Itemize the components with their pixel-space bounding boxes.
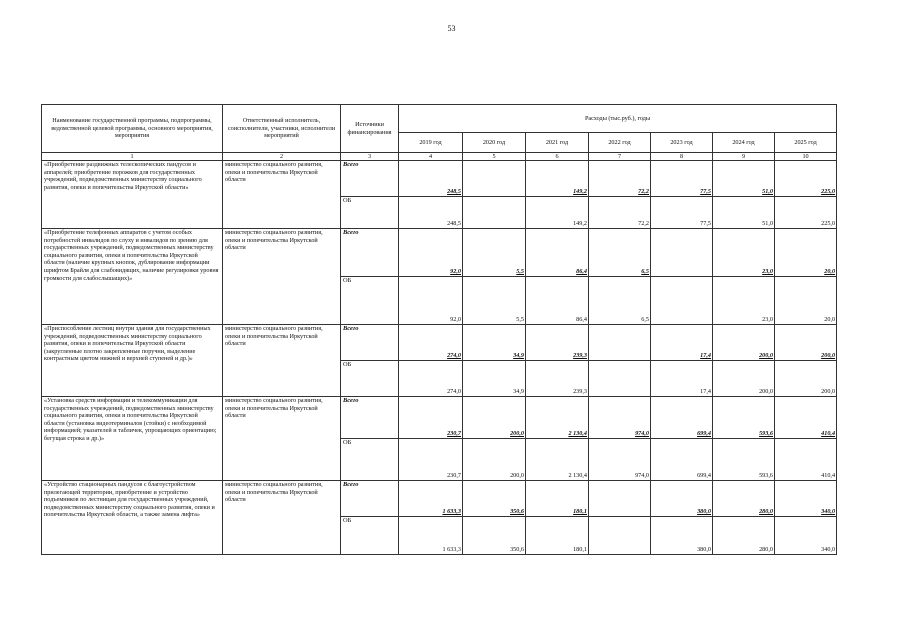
total-value: 77,5 <box>651 161 713 197</box>
column-number: 1 <box>42 153 223 161</box>
ob-value: 77,5 <box>651 197 713 229</box>
source-total: Всего <box>341 161 399 197</box>
total-value: 51,0 <box>713 161 775 197</box>
ob-value: 180,1 <box>526 517 589 555</box>
ob-value: 6,5 <box>589 277 651 325</box>
total-value: 1 633,3 <box>399 481 463 517</box>
column-number: 4 <box>399 153 463 161</box>
total-value: 410,4 <box>775 397 837 439</box>
ob-value: 2 130,4 <box>526 439 589 481</box>
header-year: 2023 год <box>651 133 713 153</box>
total-value: 340,0 <box>775 481 837 517</box>
total-value: 23,0 <box>713 229 775 277</box>
total-value: 593,6 <box>713 397 775 439</box>
total-value: 200,0 <box>775 325 837 361</box>
ob-value: 274,0 <box>399 361 463 397</box>
header-year: 2020 год <box>463 133 526 153</box>
total-value: 6,5 <box>589 229 651 277</box>
ob-value: 23,0 <box>713 277 775 325</box>
ob-value: 72,2 <box>589 197 651 229</box>
table-row <box>42 481 837 517</box>
total-value: 239,3 <box>526 325 589 361</box>
header-year: 2022 год <box>589 133 651 153</box>
executor-name: министерство социального развития, опеки и попечительства Иркутской области <box>223 325 341 397</box>
total-value: 274,0 <box>399 325 463 361</box>
header-year: 2019 год <box>399 133 463 153</box>
total-value: 180,1 <box>526 481 589 517</box>
header-year: 2021 год <box>526 133 589 153</box>
total-value <box>589 325 651 361</box>
total-value: 34,9 <box>463 325 526 361</box>
total-value: 92,0 <box>399 229 463 277</box>
ob-value: 410,4 <box>775 439 837 481</box>
ob-value <box>589 517 651 555</box>
ob-value: 340,0 <box>775 517 837 555</box>
column-number: 8 <box>651 153 713 161</box>
header-program: Наименование государственной программы, подпрограммы, ведомственной целевой программы, основного мероприятия, мероприятия <box>42 105 223 153</box>
total-value: 230,7 <box>399 397 463 439</box>
column-number: 9 <box>713 153 775 161</box>
source-ob: ОБ <box>341 517 399 555</box>
ob-value: 5,5 <box>463 277 526 325</box>
ob-value: 593,6 <box>713 439 775 481</box>
total-value <box>589 481 651 517</box>
column-number: 6 <box>526 153 589 161</box>
source-ob: ОБ <box>341 361 399 397</box>
column-number: 10 <box>775 153 837 161</box>
page-number: 53 <box>447 24 456 33</box>
activity-name: «Приобретение телефонных аппаратов с учетом особых потребностей инвалидов по слуху и инвалидов по зрению для государственных учреждений, подведомственных министерству социального развития, опеки и попечительства Иркутской области (наличие крупных кнопок, дублирование информации шрифтом Брайля для слабовидящих, наличие регулировки уровня громкости для слабослышащих)» <box>42 229 223 325</box>
activity-name: «Устройство стационарных пандусов с благоустройством прилегающей территории, приобретение и устройство подъемников по лестницам для государственных учреждений, подведомственных министерству социального развития, опеки и попечительства Иркутской области, а также замена лифта» <box>42 481 223 555</box>
ob-value: 1 633,3 <box>399 517 463 555</box>
header-year: 2025 год <box>775 133 837 153</box>
total-value: 17,4 <box>651 325 713 361</box>
ob-value: 225,0 <box>775 197 837 229</box>
total-value: 200,0 <box>463 397 526 439</box>
total-value: 380,0 <box>651 481 713 517</box>
total-value: 86,4 <box>526 229 589 277</box>
source-total: Всего <box>341 397 399 439</box>
total-value: 248,5 <box>399 161 463 197</box>
ob-value: 17,4 <box>651 361 713 397</box>
ob-value: 86,4 <box>526 277 589 325</box>
ob-value: 230,7 <box>399 439 463 481</box>
ob-value: 699,4 <box>651 439 713 481</box>
source-ob: ОБ <box>341 197 399 229</box>
ob-value: 239,3 <box>526 361 589 397</box>
total-value <box>651 229 713 277</box>
source-total: Всего <box>341 481 399 517</box>
ob-value <box>463 197 526 229</box>
ob-value: 350,6 <box>463 517 526 555</box>
budget-table <box>41 104 837 555</box>
total-value: 20,0 <box>775 229 837 277</box>
activity-name: «Установка средств информации и телекоммуникации для государственных учреждений, подведомственных министерству социального развития, опеки и попечительства Иркутской области (установка видеотерминалов (стойки) с необходимой информацией; указателей и табличек, упрощающих ориентацию; бегущая строка и др.)» <box>42 397 223 481</box>
ob-value <box>589 361 651 397</box>
table-row <box>42 325 837 361</box>
total-value: 5,5 <box>463 229 526 277</box>
table-row <box>42 397 837 439</box>
ob-value: 34,9 <box>463 361 526 397</box>
header-source: Источники финансирования <box>341 105 399 153</box>
total-value: 149,2 <box>526 161 589 197</box>
header-expenses: Расходы (тыс.руб.), годы <box>399 105 837 133</box>
source-ob: ОБ <box>341 439 399 481</box>
ob-value: 92,0 <box>399 277 463 325</box>
ob-value: 200,0 <box>463 439 526 481</box>
total-value: 200,0 <box>713 325 775 361</box>
executor-name: министерство социального развития, опеки и попечительства Иркутской области <box>223 229 341 325</box>
total-value: 280,0 <box>713 481 775 517</box>
column-number: 7 <box>589 153 651 161</box>
column-number: 2 <box>223 153 341 161</box>
header-year: 2024 год <box>713 133 775 153</box>
activity-name: «Приобретение раздвижных телескопических пандусов и аппарелей; приобретение порожков для государственных учреждений, подведомственных министерству социального развития, опеки и попечительства Иркутской области» <box>42 161 223 229</box>
ob-value: 149,2 <box>526 197 589 229</box>
ob-value: 200,0 <box>713 361 775 397</box>
table-row <box>42 161 837 197</box>
ob-value: 380,0 <box>651 517 713 555</box>
ob-value: 280,0 <box>713 517 775 555</box>
total-value <box>463 161 526 197</box>
executor-name: министерство социального развития, опеки и попечительства Иркутской области <box>223 481 341 555</box>
ob-value: 248,5 <box>399 197 463 229</box>
column-number: 3 <box>341 153 399 161</box>
ob-value: 20,0 <box>775 277 837 325</box>
executor-name: министерство социального развития, опеки и попечительства Иркутской области <box>223 397 341 481</box>
header-executor: Ответственный исполнитель, соисполнители, участники, исполнители мероприятий <box>223 105 341 153</box>
source-ob: ОБ <box>341 277 399 325</box>
ob-value: 200,0 <box>775 361 837 397</box>
total-value: 974,0 <box>589 397 651 439</box>
total-value: 2 130,4 <box>526 397 589 439</box>
column-number: 5 <box>463 153 526 161</box>
activity-name: «Приспособление лестниц внутри здания для государственных учреждений, подведомственных министерству социального развития, опеки и попечительства Иркутской области (закругленные плотно закрепленные поручни, выделение контрастным цветом нижней и верхней ступеней и др.)» <box>42 325 223 397</box>
total-value: 699,4 <box>651 397 713 439</box>
source-total: Всего <box>341 325 399 361</box>
ob-value <box>651 277 713 325</box>
ob-value: 974,0 <box>589 439 651 481</box>
source-total: Всего <box>341 229 399 277</box>
table-row <box>42 229 837 277</box>
total-value: 225,0 <box>775 161 837 197</box>
total-value: 72,2 <box>589 161 651 197</box>
executor-name: министерство социального развития, опеки и попечительства Иркутской области <box>223 161 341 229</box>
ob-value: 51,0 <box>713 197 775 229</box>
total-value: 350,6 <box>463 481 526 517</box>
